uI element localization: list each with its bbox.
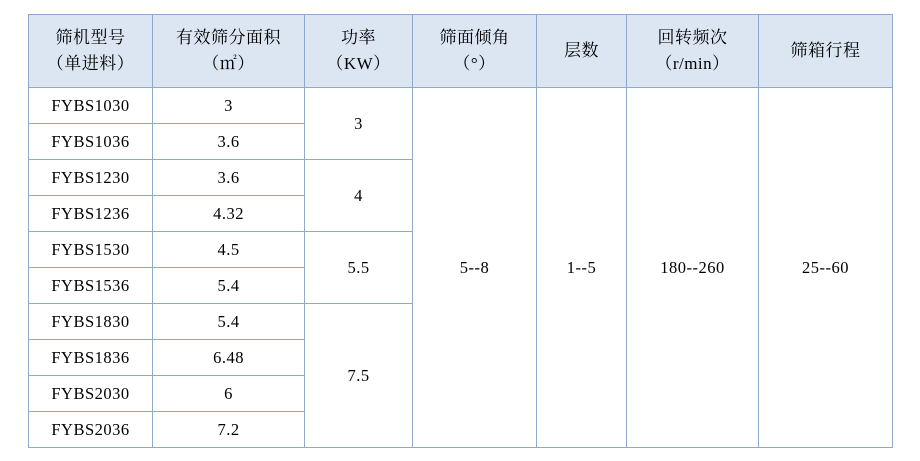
cell-area: 4.32 <box>153 196 305 232</box>
cell-power-group: 5.5 <box>305 232 413 304</box>
cell-incline-angle: 5--8 <box>413 88 537 448</box>
cell-area: 5.4 <box>153 268 305 304</box>
cell-area: 4.5 <box>153 232 305 268</box>
header-power-line2: （KW） <box>326 54 391 73</box>
header-box-stroke-line1: 筛箱行程 <box>790 40 861 60</box>
table-row <box>29 88 893 124</box>
header-incline-line1: 筛面倾角 <box>439 27 510 47</box>
header-model-line1: 筛机型号 <box>55 27 126 47</box>
cell-model: FYBS1036 <box>29 124 153 160</box>
cell-model: FYBS1230 <box>29 160 153 196</box>
screen-machine-spec-table <box>28 14 893 448</box>
cell-area: 3.6 <box>153 160 305 196</box>
cell-model: FYBS1830 <box>29 304 153 340</box>
cell-model: FYBS1536 <box>29 268 153 304</box>
header-row <box>29 15 893 88</box>
header-rotation-line2: （r/min） <box>655 54 730 73</box>
header-rotation-line1: 回转频次 <box>657 27 728 47</box>
cell-area: 3 <box>153 88 305 124</box>
header-rotation-frequency <box>627 15 759 88</box>
header-layers-line1: 层数 <box>564 40 599 60</box>
header-power-line1: 功率 <box>341 27 376 47</box>
cell-area: 6.48 <box>153 340 305 376</box>
table-header <box>29 15 893 88</box>
cell-model: FYBS1236 <box>29 196 153 232</box>
header-incline-line2: （°） <box>453 54 496 73</box>
cell-power-group: 7.5 <box>305 304 413 448</box>
header-area-line2: （㎡） <box>202 54 255 73</box>
cell-model: FYBS1836 <box>29 340 153 376</box>
header-model <box>29 15 153 88</box>
cell-box-stroke: 25--60 <box>759 88 893 448</box>
header-incline-angle <box>413 15 537 88</box>
header-box-stroke <box>759 15 893 88</box>
header-area <box>153 15 305 88</box>
cell-area: 6 <box>153 376 305 412</box>
cell-model: FYBS2036 <box>29 412 153 448</box>
cell-model: FYBS1530 <box>29 232 153 268</box>
cell-power-group: 4 <box>305 160 413 232</box>
header-area-line1: 有效筛分面积 <box>176 27 281 47</box>
cell-area: 5.4 <box>153 304 305 340</box>
cell-model: FYBS2030 <box>29 376 153 412</box>
header-model-line2: （单进料） <box>46 54 135 73</box>
cell-layers: 1--5 <box>537 88 627 448</box>
table-body <box>29 88 893 448</box>
cell-power-group: 3 <box>305 88 413 160</box>
cell-area: 3.6 <box>153 124 305 160</box>
header-power <box>305 15 413 88</box>
cell-model: FYBS1030 <box>29 88 153 124</box>
cell-area: 7.2 <box>153 412 305 448</box>
cell-rotation-frequency: 180--260 <box>627 88 759 448</box>
header-layers <box>537 15 627 88</box>
